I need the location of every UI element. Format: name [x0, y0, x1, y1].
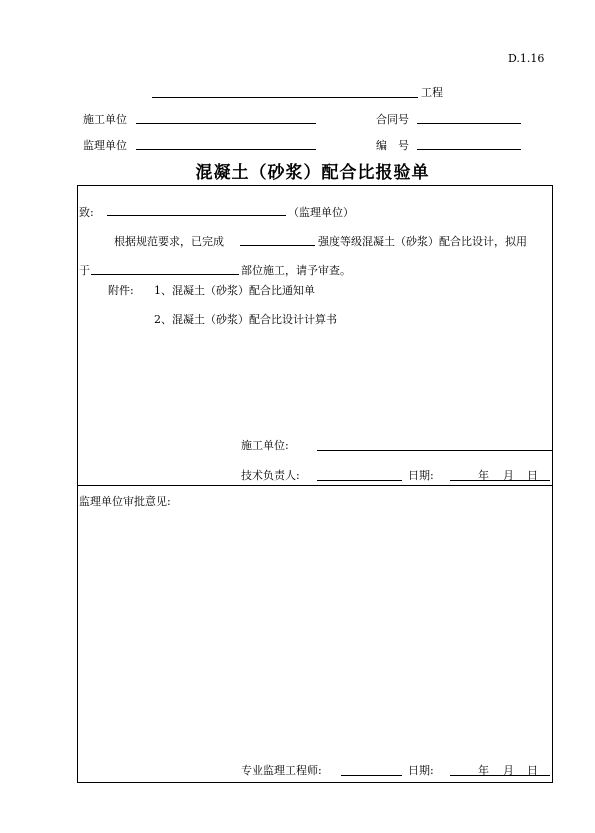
day-label-2: 日	[527, 764, 538, 777]
year-label-2: 年	[478, 764, 489, 777]
to-label: 致:	[79, 206, 94, 219]
serial-no-field[interactable]	[417, 149, 521, 150]
sign-unit-field[interactable]	[317, 450, 552, 451]
document-code: D.1.16	[508, 52, 545, 65]
supervision-unit-label: 监理单位	[83, 139, 127, 152]
to-supervision-unit-field[interactable]	[107, 215, 286, 216]
contract-no-label: 合同号	[376, 113, 409, 126]
serial-no-label: 编 号	[376, 139, 409, 152]
construction-unit-label: 施工单位	[83, 113, 127, 126]
attachment-label: 附件:	[108, 284, 134, 297]
strength-grade-field[interactable]	[240, 245, 315, 246]
body-text-3: 于	[79, 264, 90, 277]
project-name-field[interactable]	[152, 97, 418, 98]
approval-opinion-label: 监理单位审批意见:	[79, 495, 171, 508]
attachment-item-1: 1、混凝土（砂浆）配合比通知单	[154, 284, 315, 297]
day-label-1: 日	[527, 469, 538, 482]
project-suffix: 工程	[421, 86, 443, 99]
date-label-2: 日期:	[408, 764, 434, 777]
month-label-1: 月	[503, 469, 514, 482]
engineer-label: 专业监理工程师:	[241, 764, 322, 777]
body-text-2: 强度等级混凝土（砂浆）配合比设计，拟用	[318, 235, 527, 248]
contract-no-field[interactable]	[417, 123, 521, 124]
construction-unit-field[interactable]	[136, 123, 316, 124]
construction-part-field[interactable]	[91, 274, 239, 275]
sign-unit-label: 施工单位:	[241, 439, 289, 452]
approval-opinion-area[interactable]	[79, 510, 549, 750]
supervision-unit-field[interactable]	[136, 149, 316, 150]
tech-lead-field[interactable]	[317, 480, 402, 481]
attachment-item-2: 2、混凝土（砂浆）配合比设计计算书	[154, 313, 337, 326]
body-text-4: 部位施工，请予审查。	[241, 264, 351, 277]
body-text-1: 根据规范要求，已完成	[114, 235, 224, 248]
tech-lead-label: 技术负责人:	[241, 469, 300, 482]
month-label-2: 月	[503, 764, 514, 777]
supervision-unit-paren: （监理单位）	[288, 206, 354, 219]
form-title: 混凝土（砂浆）配合比报验单	[195, 163, 430, 183]
date-label-1: 日期:	[408, 469, 434, 482]
year-label-1: 年	[478, 469, 489, 482]
engineer-field[interactable]	[341, 775, 402, 776]
application-section	[77, 185, 553, 486]
